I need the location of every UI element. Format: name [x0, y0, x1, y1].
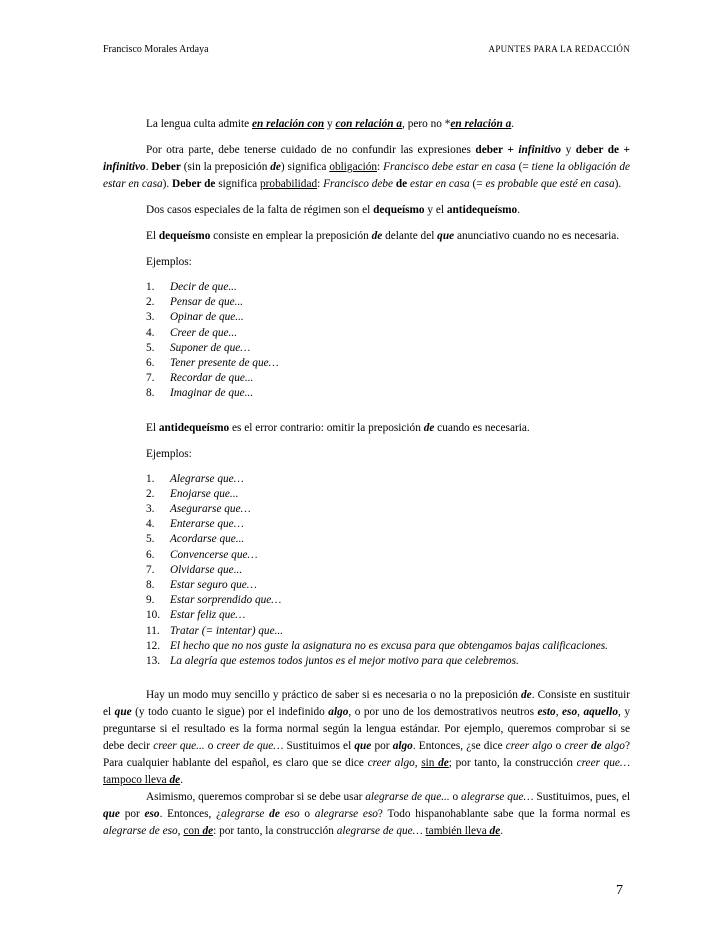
- list-item: 1. Decir de que...: [146, 281, 237, 293]
- list-item: 1. Alegrarse que…: [146, 472, 244, 485]
- ejemplos-label-2: Ejemplos:: [146, 447, 192, 460]
- list-item: 13. La alegría que estemos todos juntos es el mejor motivo para que celebremos.: [146, 655, 519, 668]
- list-item: 5. Acordarse que...: [146, 533, 245, 546]
- paragraph-asimismo: Asimismo, queremos comprobar si se debe usar alegrarse de que... o alegrarse que… Sustituimos, pues, el que por eso. Entonces, ¿alegrarse de eso o alegrarse eso? Todo hispanohablante sabe que la forma normal es alegrarse de eso, con de: por tanto, la construcción alegrarse de que… también lleva de.: [103, 791, 631, 838]
- list-item: 4. Enterarse que…: [146, 518, 244, 531]
- document-body: [103, 116, 630, 840]
- paragraph-relacion: La lengua culta admite en relación con y con relación a, pero no *en relación a.: [146, 118, 515, 130]
- list-item: 7. Olvidarse que...: [146, 563, 243, 576]
- list-item: 11. Tratar (= intentar) que...: [146, 624, 284, 637]
- list-item: 12. El hecho que no nos guste la asignatura no es excusa para que obtengamos bajas calificaciones.: [146, 639, 609, 652]
- list-item: 8. Estar seguro que…: [146, 579, 257, 592]
- list-item: 6. Convencerse que…: [146, 548, 258, 561]
- list-item: 3. Opinar de que...: [146, 311, 244, 324]
- list-item: 2. Enojarse que...: [146, 487, 239, 500]
- list-item: 3. Asegurarse que…: [146, 503, 251, 516]
- list-item: 2. Pensar de que...: [146, 296, 244, 309]
- paragraph-casos: Dos casos especiales de la falta de régimen son el dequeísmo y el antidequeísmo.: [146, 204, 521, 216]
- header-title: APUNTES PARA LA REDACCIÓN: [488, 44, 630, 54]
- list-item: 8. Imaginar de que...: [146, 387, 254, 400]
- list-item: 9. Estar sorprendido que…: [146, 594, 282, 607]
- paragraph-deber: Por otra parte, debe tenerse cuidado de no confundir las expresiones deber + infinitivo y deber de + infinitivo. Deber (sin la preposición de) significa obligación: Francisco debe estar en casa (= tiene la obligación de estar en casa). Deber de significa probabilidad: Francisco debe de estar en casa (= es probable que esté en casa).: [103, 144, 630, 190]
- list-item: 5. Suponer de que…: [146, 341, 251, 354]
- list-item: 4. Creer de que...: [146, 326, 238, 339]
- paragraph-dequeismo: El dequeísmo consiste en emplear la preposición de delante del que anunciativo cuando no es necesaria.: [146, 230, 620, 242]
- paragraph-antidequeismo: El antidequeísmo es el error contrario: omitir la preposición de cuando es necesaria.: [146, 421, 530, 434]
- list-item: 6. Tener presente de que…: [146, 357, 279, 370]
- paragraph-metodo: Hay un modo muy sencillo y práctico de saber si es necesaria o no la preposición de. Consiste en sustituir el que (y todo cuanto le sigue) por el indefinido algo, o por uno de los demostrativos neutros esto, eso, aquello, y preguntarse si el resultado es la forma normal según la lengua estándar. Por ejemplo, queremos comprobar si se debe decir creer que... o creer de que… Sustituimos el que por algo. Entonces, ¿se dice creer algo o creer de algo? Para cualquier hablante del español, es claro que se dice creer algo, sin de; por tanto, la construcción creer que… tampoco lleva de.: [103, 689, 630, 787]
- dequeismo-examples: [103, 280, 630, 402]
- antidequeismo-examples: [103, 472, 630, 670]
- ejemplos-label-1: Ejemplos:: [146, 256, 192, 268]
- page-number: 7: [616, 883, 623, 898]
- header-author: Francisco Morales Ardaya: [103, 44, 209, 55]
- list-item: 10. Estar feliz que…: [146, 609, 246, 622]
- list-item: 7. Recordar de que...: [146, 372, 254, 385]
